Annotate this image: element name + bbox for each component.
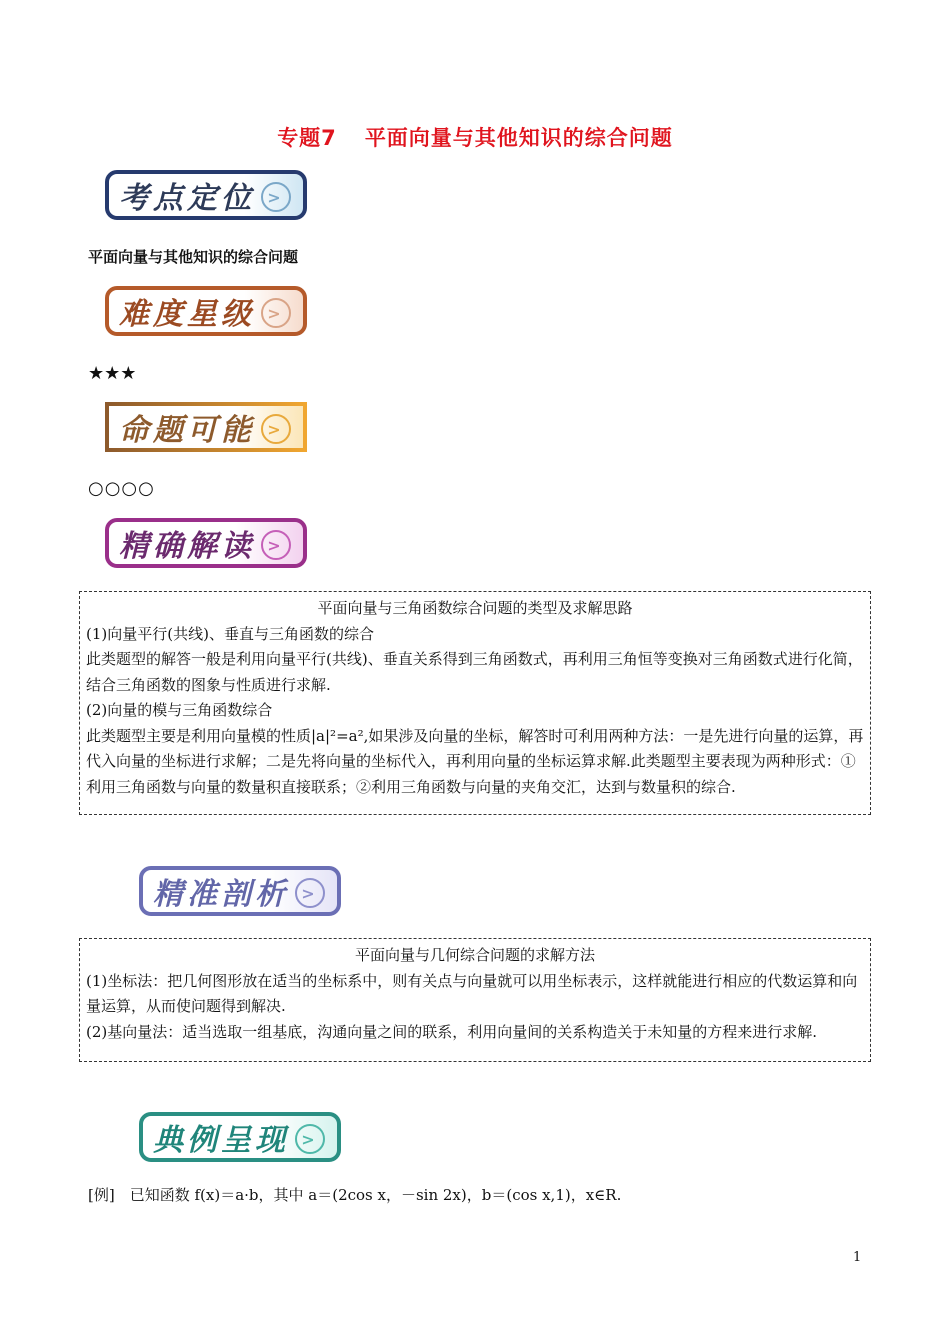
- difficulty-stars: ★★★: [88, 363, 137, 384]
- title-prefix: 专题7: [277, 126, 337, 150]
- arrow-right-icon: >: [261, 530, 291, 560]
- page-number: 1: [853, 1250, 862, 1265]
- mingti-badge-label: 命题可能: [119, 413, 255, 448]
- trig-vector-line-4: 此类题型主要是利用向量模的性质|a|²=a²,如果涉及向量的坐标，解答时可利用两种方法：一是先进行向量的运算，再代入向量的坐标进行求解；二是先将向量的坐标代入，再利用向量的坐标运算求解.此类题型主要表现为两种形式：①利用三角函数与向量的数量积直接联系；②利用三角函数与向量的夹角交汇，达到与数量积的综合.: [86, 726, 864, 796]
- page-title: [0, 122, 950, 152]
- jingzhun-badge-label: 精准剖析: [153, 877, 289, 912]
- arrow-right-icon: >: [261, 414, 291, 444]
- jingzhun-badge: [139, 866, 341, 916]
- arrow-right-icon: >: [295, 878, 325, 908]
- title-main: 平面向量与其他知识的综合问题: [364, 126, 673, 150]
- kaodian-badge: [105, 170, 307, 220]
- dianli-badge-label: 典例呈现: [153, 1123, 289, 1158]
- nandu-badge: [105, 286, 307, 336]
- kaodian-text: 平面向量与其他知识的综合问题: [88, 248, 299, 266]
- geometry-vector-line-2: (2)基向量法：适当选取一组基底，沟通向量之间的联系，利用向量间的关系构造关于未知量的方程来进行求解.: [86, 1022, 818, 1041]
- kaodian-badge-label: 考点定位: [119, 181, 255, 216]
- mingti-badge: [105, 402, 307, 452]
- example-statement: [例] 已知函数 f(x)＝a·b，其中 a＝(2cos x，－sin 2x)，b＝(cos x,1)，x∈R.: [88, 1186, 622, 1204]
- arrow-right-icon: >: [261, 298, 291, 328]
- jingque-badge-label: 精确解读: [119, 529, 255, 564]
- trig-vector-line-1: (1)向量平行(共线)、垂直与三角函数的综合: [86, 624, 374, 643]
- geometry-vector-box: [79, 938, 871, 1062]
- trig-vector-box: [79, 591, 871, 815]
- geometry-vector-line-1: (1)坐标法：把几何图形放在适当的坐标系中，则有关点与向量就可以用坐标表示，这样就能进行相应的代数运算和向量运算，从而使问题得到解决.: [86, 971, 858, 1015]
- nandu-badge-label: 难度星级: [119, 297, 255, 332]
- arrow-right-icon: >: [261, 182, 291, 212]
- dianli-badge: [139, 1112, 341, 1162]
- trig-vector-heading: 平面向量与三角函数综合问题的类型及求解思路: [317, 599, 633, 617]
- probability-circles: ○○○○: [88, 478, 155, 499]
- jingque-badge: [105, 518, 307, 568]
- geometry-vector-heading: 平面向量与几何综合问题的求解方法: [354, 946, 595, 964]
- trig-vector-line-2: 此类题型的解答一般是利用向量平行(共线)、垂直关系得到三角函数式，再利用三角恒等变换对三角函数式进行化简，结合三角函数的图象与性质进行求解.: [86, 650, 863, 694]
- trig-vector-line-3: (2)向量的模与三角函数综合: [86, 701, 273, 719]
- arrow-right-icon: >: [295, 1124, 325, 1154]
